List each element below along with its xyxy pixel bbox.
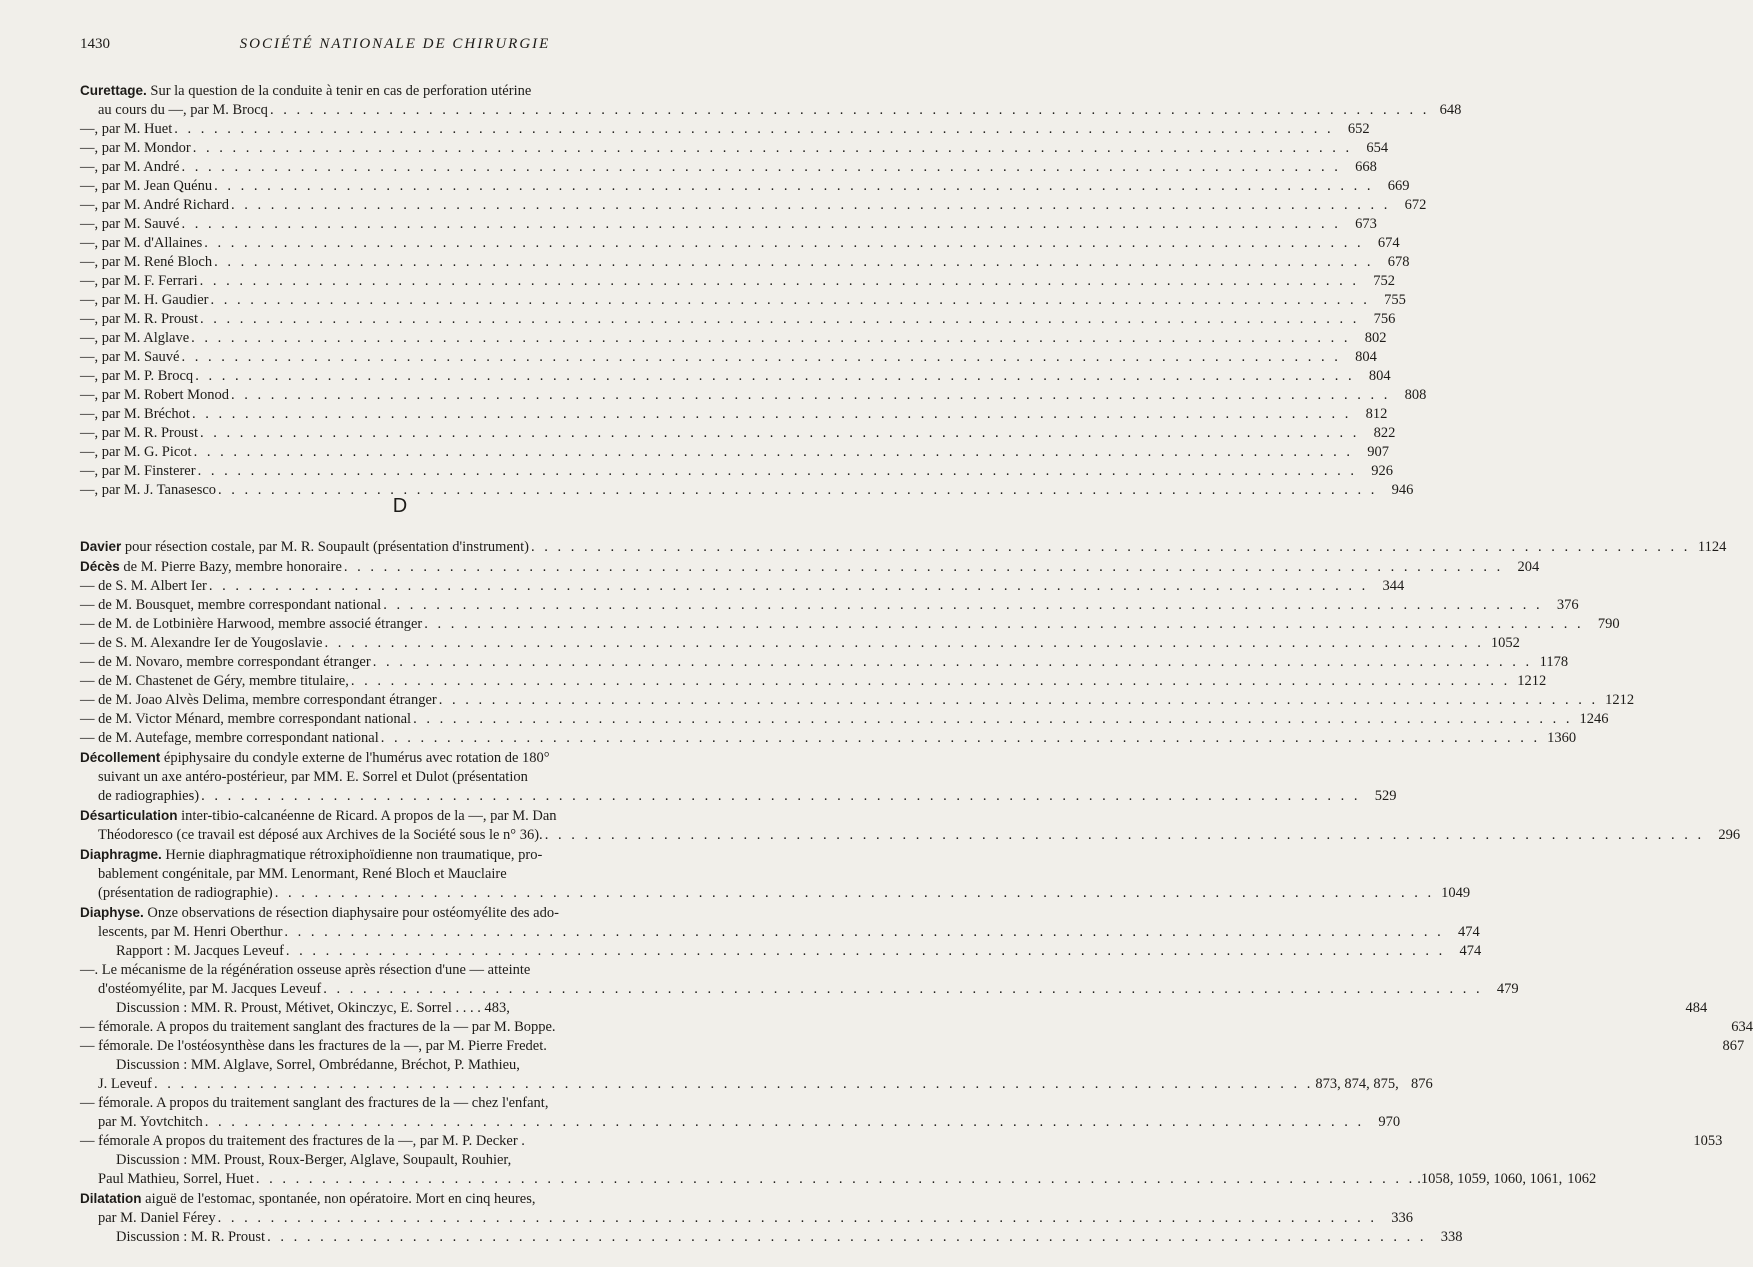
entry-text: — de M. de Lotbinière Harwood, membre associé étranger [80,616,423,632]
entry-text: inter-tibio-calcanéenne de Ricard. A propos de la —, par M. Dan [177,808,557,824]
entry-text: —, par M. R. Proust [80,425,199,441]
entry-text: de radiographies) [98,788,200,804]
entry-page: 752 [1373,273,1396,289]
entry-text: —, par M. Sauvé [80,349,180,365]
entry-term: Diaphragme. [80,847,162,862]
entry-page: 669 [1387,178,1410,194]
index-entry [80,787,1397,806]
index-entry [80,1228,1463,1247]
section-d-list [80,537,1753,1247]
entry-page: 1212 [1605,692,1635,708]
entry-page: 674 [1377,235,1400,251]
entry-text: —, par M. Mondor [80,140,191,156]
index-entry [80,272,1396,291]
entry-text: Discussion : MM. Proust, Roux-Berger, Alglave, Soupault, Rouhier, [116,1152,512,1168]
entry-text: —, par M. R. Proust [80,311,199,327]
index-entry [80,310,1396,329]
entry-page: 1178 [1539,654,1569,670]
index-entry [80,615,1620,634]
entry-page: 648 [1439,102,1462,118]
index-entry [80,826,1741,845]
entry-page: 654 [1366,140,1389,156]
entry-text: bablement congénitale, par MM. Lenormant, René Bloch et Mauclaire [98,866,507,882]
index-entry [80,1132,1723,1151]
entry-page: 296 [1718,827,1741,843]
page-header [80,36,710,58]
entry-page: 479 [1496,981,1519,997]
index-entry [80,1037,1745,1056]
index-entry [80,1075,1433,1094]
entry-text: lescents, par M. Henri Oberthur [98,924,283,940]
entry-page: 668 [1355,159,1377,175]
entry-text: Discussion : M. R. Proust [116,1229,266,1245]
entry-term: Désarticulation [80,808,178,823]
index-entry [80,443,1389,462]
entry-text: Paul Mathieu, Sorrel, Huet [98,1171,254,1187]
entry-page: 673 [1355,216,1377,232]
index-entry [80,1018,1753,1037]
entry-text: aiguë de l'estomac, spontanée, non opératoire. Mort en cinq heures, [141,1191,536,1207]
running-title: SOCIÉTÉ NATIONALE DE CHIRURGIE [239,36,551,52]
entry-page: 946 [1391,482,1414,498]
entry-text: Hernie diaphragmatique rétroxiphoïdienne non traumatique, pro- [161,847,543,863]
entry-page: 1062 [1567,1171,1597,1187]
entry-page: 1053 [1693,1133,1723,1149]
index-entry [80,234,1400,253]
entry-text: — de M. Novaro, membre correspondant étranger [80,654,371,670]
entry-text: —. Le mécanisme de la régénération osseuse après résection d'une — atteinte [80,962,531,978]
entry-term: Diaphyse. [80,905,144,920]
entry-text: — de M. Bousquet, membre correspondant national [80,597,382,613]
entry-text: — fémorale A propos du traitement des fractures de la —, par M. P. Decker . [80,1133,525,1149]
index-entry [80,1170,1597,1189]
index-entry [80,348,1377,367]
entry-text: Onze observations de résection diaphysaire pour ostéomyélite des ado- [143,905,559,921]
entry-text: Discussion : MM. R. Proust, Métivet, Okinczyc, E. Sorrel . . . . 483, [116,1000,510,1016]
entry-text: — de M. Joao Alvès Delima, membre correspondant étranger [80,692,437,708]
entry-page: 926 [1371,463,1393,479]
entry-page: 867 [1722,1038,1745,1054]
entry-page: 678 [1387,254,1410,270]
entry-text: —, par M. P. Brocq [80,368,194,384]
index-entry-dilatation [80,1189,720,1209]
entry-text: —, par M. Sauvé [80,216,180,232]
entry-text: —, par M. H. Gaudier [80,292,209,308]
index-entry [80,253,1410,272]
entry-text: Rapport : M. Jacques Leveuf [116,943,284,959]
index-entry-decollement [80,748,720,768]
entry-page: 808 [1404,387,1427,403]
entry-text: Théodoresco (ce travail est déposé aux Archives de la Société sous le n° 36). [98,827,543,843]
index-entry [80,710,1609,729]
entry-text: —, par M. Jean Quénu [80,178,213,194]
entry-page: 529 [1374,788,1397,804]
index-entry [80,942,1482,961]
index-entry [80,462,1393,481]
entry-page: 344 [1382,578,1405,594]
entry-page: 804 [1368,368,1391,384]
entry-text: — fémorale. A propos du traitement sanglant des fractures de la — par M. Boppe. [80,1019,556,1035]
index-entry-curettage [80,81,720,101]
entry-page: 1049 [1441,885,1471,901]
page-number: 1430 [80,36,110,52]
index-entry [80,158,1377,177]
index-entry-desarticulation [80,806,720,826]
index-entry [80,1209,1413,1228]
entry-page: 634 [1731,1019,1753,1035]
entry-text: —, par M. René Bloch [80,254,213,270]
index-entry [80,596,1579,615]
entry-page: 204 [1517,559,1540,575]
entry-page: 336 [1391,1210,1413,1226]
entry-text: —, par M. d'Allaines [80,235,203,251]
entry-page: 474 [1458,924,1480,940]
entry-pages: .1058, 1059, 1060, 1061, [1417,1171,1563,1187]
entry-page: 907 [1367,444,1389,460]
index-entry [80,1113,1401,1132]
index-entry [80,653,1569,672]
entry-page: 1246 [1579,711,1609,727]
entry-text: — de S. M. Alexandre Ier de Yougoslavie [80,635,323,651]
index-entry [80,980,1519,999]
index-entry [80,215,1377,234]
entry-text: —, par M. Alglave [80,330,190,346]
index-entry [80,177,1410,196]
entry-term: Davier [80,539,122,554]
index-entry [80,577,1405,596]
entry-page: 338 [1440,1229,1463,1245]
index-entry [80,999,1708,1018]
entry-text: par M. Yovtchitch [98,1114,203,1130]
entry-text: J. Leveuf [98,1076,152,1092]
index-entry [80,672,1547,691]
entry-pages: 873, 874, 875, [1315,1076,1399,1092]
entry-text: —, par M. Bréchot [80,406,190,422]
entry-term: Dilatation [80,1191,142,1206]
entry-text: suivant un axe antéro-postérieur, par MM. E. Sorrel et Dulot (présentation [98,769,528,785]
entry-text: (présentation de radiographie) [98,885,273,901]
index-entry [80,101,1462,120]
index-entry-diaphyse [80,903,720,923]
index-entry [80,884,1471,903]
entry-text: — fémorale. De l'ostéosynthèse dans les fractures de la —, par M. Pierre Fredet. [80,1038,547,1054]
entry-page: 1052 [1490,635,1520,651]
entry-page: 822 [1373,425,1396,441]
entry-page: 804 [1355,349,1377,365]
entry-text: — de M. Victor Ménard, membre correspondant national [80,711,412,727]
index-entry [80,367,1391,386]
entry-page: 1124 [1697,539,1727,555]
entry-text: de M. Pierre Bazy, membre honoraire [119,559,342,575]
entry-text: — fémorale. A propos du traitement sanglant des fractures de la — chez l'enfant, [80,1095,549,1111]
entry-page: 1212 [1517,673,1547,689]
entry-text: — de M. Autefage, membre correspondant national [80,730,379,746]
entry-page: 756 [1373,311,1396,327]
entry-text: Sur la question de la conduite à tenir en cas de perforation utérine [146,83,532,99]
index-entry [80,196,1427,215]
entry-text: — de S. M. Albert Ier [80,578,207,594]
index-entry [80,139,1389,158]
index-entry [80,729,1577,748]
index-entry-davier [80,537,1727,557]
entry-text: pour résection costale, par M. R. Soupault (présentation d'instrument) [121,539,529,555]
section-c-list [80,81,1462,500]
entry-text: —, par M. G. Picot [80,444,192,460]
index-entry [80,634,1520,653]
entry-text: épiphysaire du condyle externe de l'humérus avec rotation de 180° [160,750,550,766]
entry-page: 876 [1410,1076,1433,1092]
entry-text: au cours du —, par M. Brocq [98,102,268,118]
index-entry-diaphragme [80,845,720,865]
entry-text: —, par M. F. Ferrari [80,273,198,289]
entry-text: —, par M. Finsterer [80,463,196,479]
entry-text: —, par M. André [80,159,180,175]
index-entry [80,424,1396,443]
entry-text: d'ostéomyélite, par M. Jacques Leveuf [98,981,322,997]
index-entry [80,691,1635,710]
entry-page: 672 [1404,197,1427,213]
entry-page: 652 [1347,121,1370,137]
entry-page: 474 [1459,943,1482,959]
entry-text: Discussion : MM. Alglave, Sorrel, Ombrédanne, Bréchot, P. Mathieu, [116,1057,520,1073]
section-letter: D [392,495,408,517]
entry-text: —, par M. J. Tanasesco [80,482,217,498]
entry-page: 484 [1685,1000,1708,1016]
index-entry [80,405,1388,424]
entry-text: par M. Daniel Férey [98,1210,216,1226]
entry-page: 376 [1556,597,1579,613]
entry-page: 970 [1378,1114,1401,1130]
entry-text: —, par M. André Richard [80,197,229,213]
entry-text: —, par M. Huet [80,121,173,137]
entry-page: 1360 [1547,730,1577,746]
entry-page: 802 [1364,330,1387,346]
entry-page: 755 [1384,292,1406,308]
index-entry [80,329,1387,348]
index-entry [80,120,1370,139]
entry-term: Décès [80,559,120,574]
index-entry [80,386,1427,405]
entry-term: Décollement [80,750,161,765]
entry-text: — de M. Chastenet de Géry, membre titulaire, [80,673,349,689]
index-entry [80,291,1406,310]
entry-text: —, par M. Robert Monod [80,387,230,403]
entry-page: 790 [1597,616,1620,632]
entry-term: Curettage. [80,83,147,98]
index-entry-deces [80,557,1540,577]
index-entry [80,923,1480,942]
entry-page: 812 [1365,406,1388,422]
